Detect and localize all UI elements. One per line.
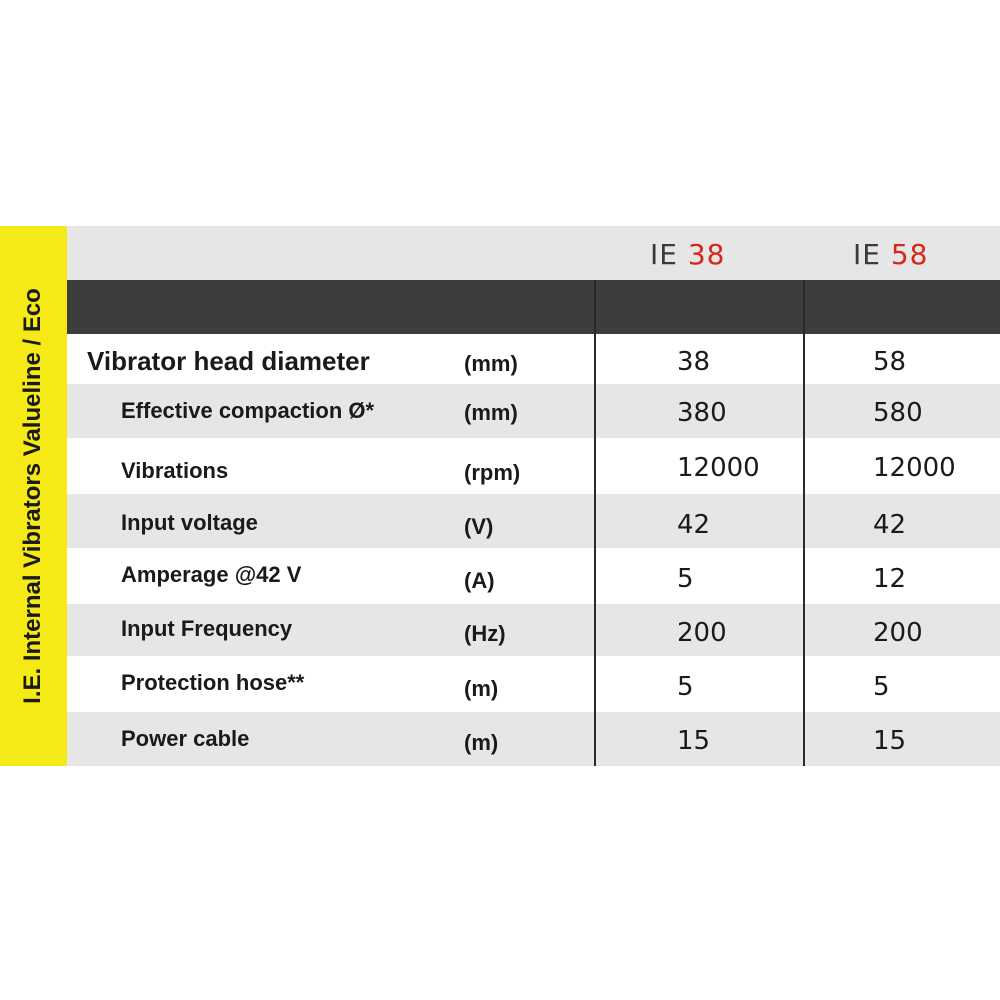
- value-ie58: 12000: [873, 453, 956, 483]
- table-row: [67, 712, 1000, 766]
- table-row: [67, 334, 1000, 384]
- row-label: Amperage @42 V: [121, 562, 302, 587]
- dark-header-bar: [67, 280, 1000, 334]
- column-divider: [594, 280, 596, 766]
- value-ie38: 42: [677, 510, 711, 540]
- row-unit: (m): [464, 730, 499, 755]
- row-unit: (A): [464, 568, 495, 593]
- row-label: Vibrator head diameter: [87, 346, 370, 376]
- row-label: Protection hose**: [121, 670, 305, 695]
- table-row: [67, 494, 1000, 548]
- value-ie58: 58: [873, 347, 907, 377]
- table-row: [67, 656, 1000, 712]
- row-label: Input voltage: [121, 510, 258, 535]
- value-ie38: 5: [677, 672, 694, 702]
- column-divider: [803, 280, 805, 766]
- value-ie38: 12000: [677, 453, 760, 483]
- row-unit: (V): [464, 514, 494, 539]
- value-ie38: 5: [677, 564, 694, 594]
- value-ie58: 15: [873, 726, 907, 756]
- value-ie58: 200: [873, 618, 923, 648]
- value-ie58: 5: [873, 672, 890, 702]
- value-ie58: 12: [873, 564, 907, 594]
- value-ie38: 200: [677, 618, 727, 648]
- table-row: [67, 548, 1000, 604]
- value-ie38: 15: [677, 726, 711, 756]
- row-label: Vibrations: [121, 458, 229, 483]
- row-unit: (rpm): [464, 460, 521, 485]
- value-ie58: 580: [873, 398, 923, 428]
- row-unit: (Hz): [464, 621, 506, 646]
- value-ie38: 38: [677, 347, 711, 377]
- value-ie38: 380: [677, 398, 727, 428]
- table-row: [67, 604, 1000, 656]
- row-label: Input Frequency: [121, 616, 293, 641]
- row-label: Power cable: [121, 726, 250, 751]
- spec-table: [67, 226, 1000, 766]
- side-title: I.E. Internal Vibrators Valueline / Eco: [19, 288, 46, 704]
- row-label: Effective compaction Ø*: [121, 398, 375, 423]
- model-ie38-header: [650, 238, 726, 271]
- row-unit: (m): [464, 676, 499, 701]
- row-unit: (mm): [464, 400, 518, 425]
- model-prefix: IE: [853, 238, 881, 271]
- model-ie58-header: [853, 238, 929, 271]
- row-unit: (mm): [464, 351, 518, 376]
- model-header-row: [67, 226, 1000, 280]
- model-number: 38: [687, 238, 726, 271]
- table-row: [67, 384, 1000, 438]
- value-ie58: 42: [873, 510, 907, 540]
- model-prefix: IE: [650, 238, 678, 271]
- model-number: 58: [890, 238, 929, 271]
- table-row: [67, 438, 1000, 494]
